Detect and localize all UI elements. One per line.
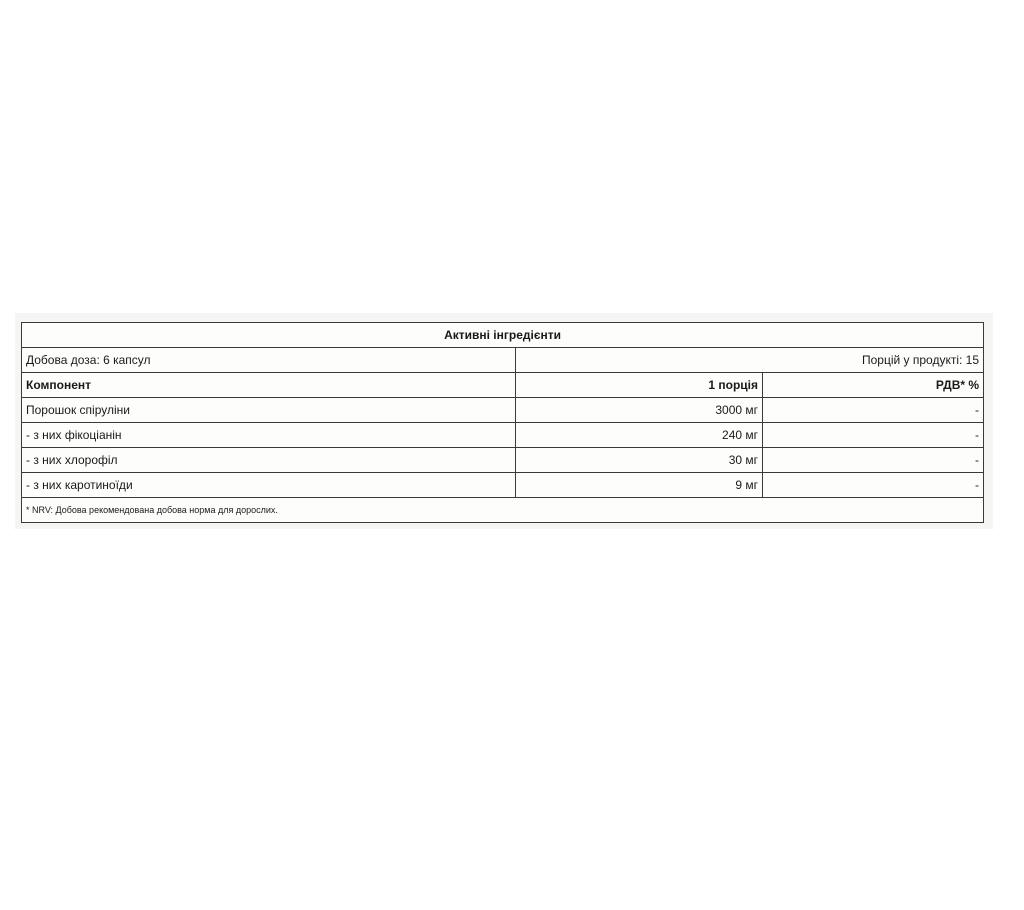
ingredient-name: - з них каротиноїди (22, 473, 516, 498)
ingredient-name: - з них фікоціанін (22, 423, 516, 448)
header-rdv: РДВ* % (763, 373, 984, 398)
daily-dose-label: Добова доза: 6 капсул (22, 348, 516, 373)
ingredient-rdv: - (763, 448, 984, 473)
footnote-row (22, 498, 984, 523)
ingredient-amount: 30 мг (516, 448, 763, 473)
table-row (22, 448, 984, 473)
table-title-row (22, 323, 984, 348)
table-row (22, 398, 984, 423)
active-ingredients-table (21, 322, 984, 523)
header-row (22, 373, 984, 398)
ingredient-rdv: - (763, 423, 984, 448)
table-row (22, 423, 984, 448)
dose-row (22, 348, 984, 373)
table-row (22, 473, 984, 498)
ingredient-name: Порошок спіруліни (22, 398, 516, 423)
header-component: Компонент (22, 373, 516, 398)
ingredient-amount: 240 мг (516, 423, 763, 448)
ingredient-rdv: - (763, 398, 984, 423)
ingredient-name: - з них хлорофіл (22, 448, 516, 473)
header-portion: 1 порція (516, 373, 763, 398)
servings-label: Порцій у продукті: 15 (516, 348, 984, 373)
footnote-text: * NRV: Добова рекомендована добова норма для дорослих. (22, 498, 984, 523)
ingredient-amount: 9 мг (516, 473, 763, 498)
ingredient-amount: 3000 мг (516, 398, 763, 423)
ingredient-rdv: - (763, 473, 984, 498)
table-title: Активні інгредієнти (22, 323, 984, 348)
